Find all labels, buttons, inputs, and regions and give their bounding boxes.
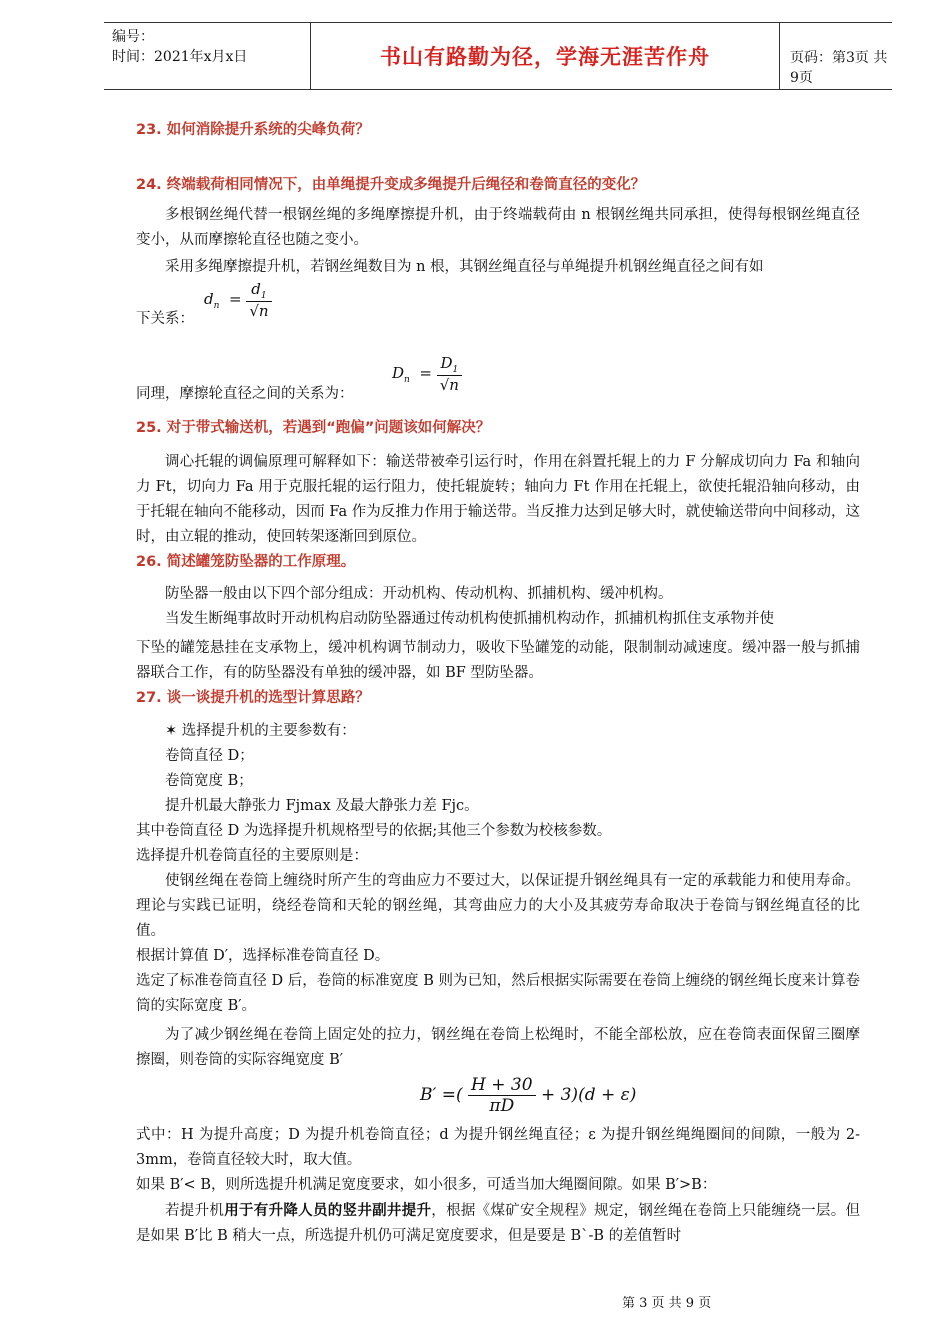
question-23: 23. 如何消除提升系统的尖峰负荷？ (136, 122, 370, 138)
paragraph-27-12: 如果 B′< B，则所选提升机满足宽度要求，如小很多，可适当加大绳圈间隙。如果 B′>B： (136, 1177, 717, 1193)
paragraph-26-1: 防坠器一般由以下四个部分组成：开动机构、传动机构、抓捕机构、缓冲机构。 (165, 586, 673, 602)
header-meta (112, 27, 247, 67)
header-page-label: 页码：第3页 共9页 (790, 50, 888, 86)
paragraph-27-10: 为了减少钢丝绳在卷筒上固定处的拉力，钢丝绳在卷筒上松绳时，不能全部松放，应在卷筒表面保留三圈摩擦圈，则卷筒的实际容绳宽度 B′ (136, 1027, 860, 1068)
formula-block-1 (136, 280, 860, 332)
paragraph-27-9: 选定了标准卷筒直径 D 后，卷筒的标准宽度 B 则为已知，然后根据实际需要在卷筒上缠绕的钢丝绳长度来计算卷筒的实际宽度 B′。 (136, 973, 860, 1014)
paragraph-24-3: 下关系： (136, 311, 194, 327)
paragraph-27-8: 根据计算值 D′，选择标准卷筒直径 D。 (136, 948, 390, 964)
paragraph-24-4: 同理，摩擦轮直径之间的关系为： (136, 386, 354, 402)
paragraph-27-13: 若提升机用于有升降人员的竖井副井提升，根据《煤矿安全规程》规定，钢丝绳在卷筒上只能缠绕一层。但是如果 B′比 B 稍大一点，所选提升机仍可满足宽度要求，但是要是 B`-B 的差值暂时 (136, 1202, 861, 1244)
paragraph-27-3: 卷筒宽度 B； (165, 773, 253, 789)
time-label: 时间：2021年x月x日 (112, 49, 248, 65)
formula-Dn: $D_n$ = $\frac{D_1}{√n}$ (392, 354, 462, 394)
paragraph-27-4: 提升机最大静张力 Fjmax 及最大静张力差 Fjc。 (165, 798, 479, 814)
question-24: 24. 终端载荷相同情况下，由单绳提升变成多绳提升后绳径和卷筒直径的变化？ (136, 177, 646, 193)
paragraph-27-1: ✶ 选择提升机的主要参数有： (165, 723, 356, 739)
paragraph-25-1: 调心托辊的调偏原理可解释如下：输送带被牵引运行时，作用在斜置托辊上的力 F 分解成切向力 Fa 和轴向力 Ft，切向力 Fa 用于克服托辊的运行阻力，使托辊旋转；轴向力 Ft 作用在托辊上，欲使托辊沿轴向移动，由于托辊在轴向不能移动，因而 Fa 作为反推力作用于输送带。当反推力达到足够大时，就使输送带向中间移动，这时，由立辊的推动，使回转架逐渐回到原位。 (136, 454, 860, 545)
page-header (104, 22, 892, 90)
question-26: 26. 简述罐笼防坠器的工作原理。 (136, 554, 356, 570)
paragraph-27-5: 其中卷筒直径 D 为选择提升机规格型号的依据;其他三个参数为校核参数。 (136, 823, 612, 839)
document-body (136, 110, 860, 1249)
paragraph-26-2: 当发生断绳事故时开动机构启动防坠器通过传动机构使抓捕机构动作，抓捕机构抓住支承物并使 (165, 611, 774, 627)
paragraph-27-7: 使钢丝绳在卷筒上缠绕时所产生的弯曲应力不要过大，以保证提升钢丝绳具有一定的承载能力和使用寿命。理论与实践已证明，绕经卷筒和天轮的钢丝绳，其弯曲应力的大小及其疲劳寿命取决于卷筒与钢丝绳直径的比值。 (136, 873, 860, 939)
paragraph-24-2: 采用多绳摩擦提升机，若钢丝绳数目为 n 根，其钢丝绳直径与单绳提升机钢丝绳直径之间有如 (165, 259, 764, 275)
question-27: 27. 谈一谈提升机的选型计算思路？ (136, 690, 370, 706)
question-25: 25. 对于带式输送机，若遇到“跑偏”问题该如何解决？ (136, 420, 491, 436)
formula-block-2 (136, 332, 860, 408)
paragraph-26-3: 下坠的罐笼悬挂在支承物上，缓冲机构调节制动力，吸收下坠罐笼的动能，限制制动减速度。缓冲器一般与抓捕器联合工作，有的防坠器没有单独的缓冲器，如 BF 型防坠器。 (136, 640, 860, 681)
header-motto: 书山有路勤为径，学海无涯苦作舟 (310, 23, 780, 89)
paragraph-27-11: 式中：H 为提升高度；D 为提升机卷筒直径；d 为提升钢丝绳直径；ε 为提升钢丝绳绳圈间的间隙，一般为 2-3mm，卷筒直径较大时，取大值。 (136, 1127, 860, 1168)
page-footer: 第 3 页 共 9 页 (622, 1296, 712, 1311)
formula-dn: $d_n$ = $\frac{d_1}{√n}$ (204, 280, 272, 320)
paragraph-27-2: 卷筒直径 D； (165, 748, 254, 764)
formula-block-3 (136, 1073, 860, 1123)
code-label: 编号： (112, 29, 154, 45)
paragraph-24-1: 多根钢丝绳代替一根钢丝绳的多绳摩擦提升机，由于终端载荷由 n 根钢丝绳共同承担，使得每根钢丝绳直径变小，从而摩擦轮直径也随之变小。 (136, 207, 860, 248)
paragraph-27-6: 选择提升机卷筒直径的主要原则是： (136, 848, 368, 864)
formula-B-prime: B′ =( $\frac{H + 30}{\pi D}$ + 3)(d + ε) (420, 1075, 637, 1116)
